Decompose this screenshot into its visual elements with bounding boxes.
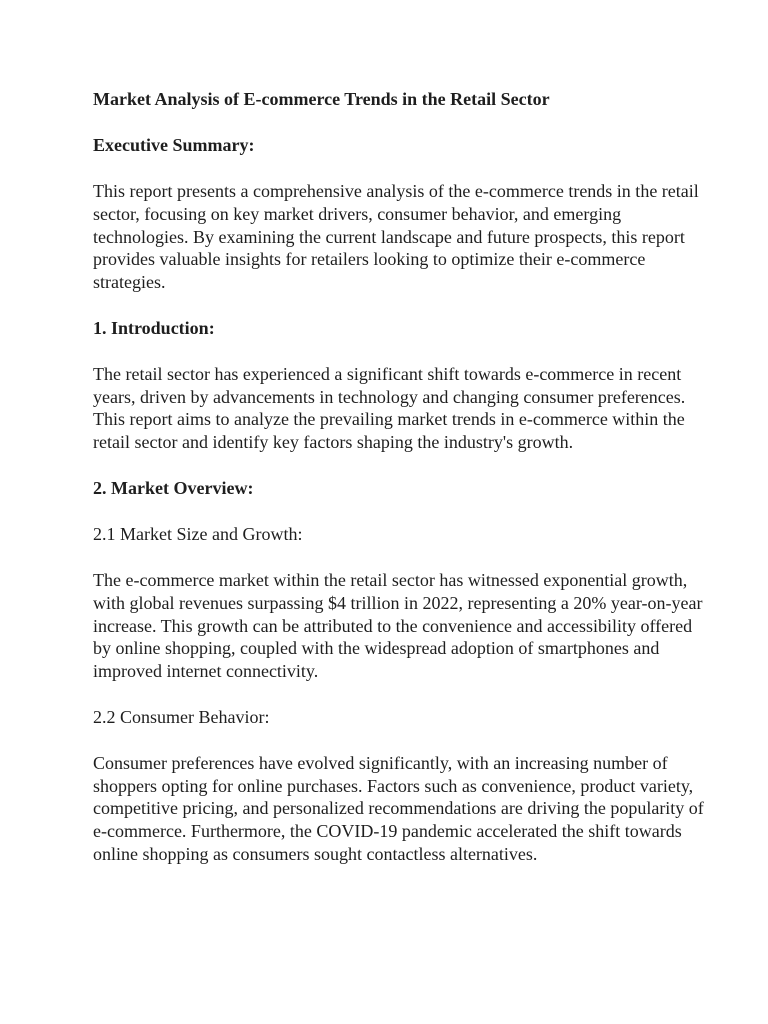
market-overview-heading: 2. Market Overview: [93,478,254,499]
spacer [93,157,708,181]
executive-summary-heading: Executive Summary: [93,135,255,156]
spacer [93,340,708,364]
executive-summary-paragraph: This report presents a comprehensive analysis of the e-commerce trends in the retail sector, focusing on key market drivers, consumer behavior, and emerging technologies. By examining the current landscape and future prospects, this report provides valuable insights for retailers looking to optimize their e-commerce strategies. [93,181,699,292]
introduction-heading: 1. Introduction: [93,317,215,338]
spacer [93,729,708,753]
market-size-heading: 2.1 Market Size and Growth: [93,524,303,545]
spacer [93,293,708,317]
consumer-behavior-heading: 2.2 Consumer Behavior: [93,707,270,728]
introduction-paragraph: The retail sector has experienced a significant shift towards e-commerce in recent years, driven by advancements in technology and changing consumer preferences. This report aims to analyze the prevailing market trends in e-commerce within the retail sector and identify key factors shaping the industry's growth. [93,364,686,452]
document-title: Market Analysis of E-commerce Trends in the Retail Sector [93,89,550,109]
consumer-behavior-paragraph: Consumer preferences have evolved significantly, with an increasing number of shoppers opting for online purchases. Factors such as convenience, product variety, competitive pricing, and personalized recommendations are driving the popularity of e-commerce. Furthermore, the COVID-19 pandemic accelerated the shift towards online shopping as consumers sought contactless alternatives. [93,753,704,864]
spacer [93,546,708,570]
spacer [93,682,708,706]
spacer [93,500,708,524]
spacer [93,111,708,135]
market-size-paragraph: The e-commerce market within the retail sector has witnessed exponential growth, with global revenues surpassing $4 trillion in 2022, representing a 20% year-on-year increase. This growth can be attributed to the convenience and accessibility offered by online shopping, coupled with the widespread adoption of smartphones and improved internet connectivity. [93,570,703,681]
spacer [93,454,708,478]
